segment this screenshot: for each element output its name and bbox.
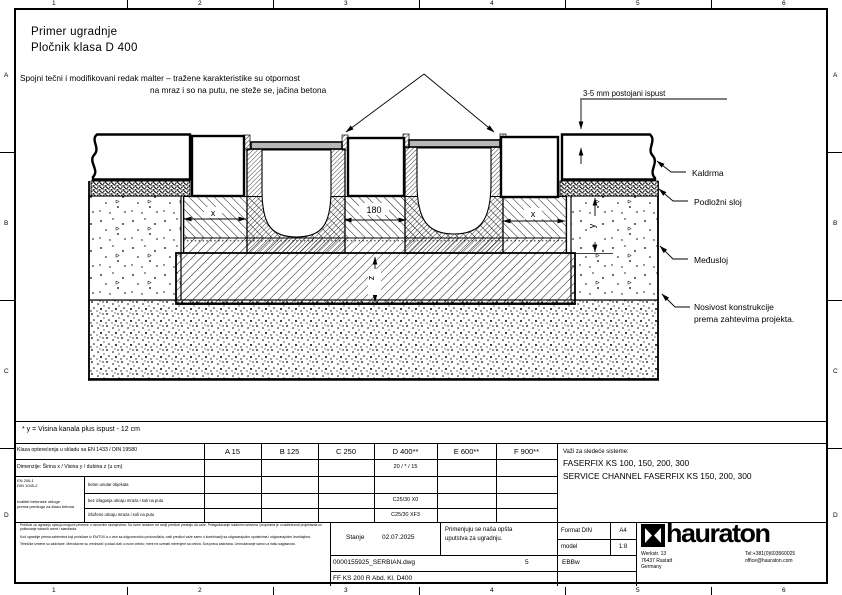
hauraton-logo-icon [641, 524, 665, 547]
bedding-layer [560, 181, 658, 196]
disclaimer-p1: Predlozi za ugradnju opisuju moguće primene u osnovnim slučajevima. Sa ovom izradom svi raniji predlozi prestaju da važe. Prilagođavanje lokalnim uslovima i propisima je u nadležnosti projektanta uz poštovanje važećih normi i standarda. [20, 523, 322, 532]
table-grid-line [496, 443, 497, 522]
frame-row-label: A [4, 72, 9, 79]
class-f900: F 900** [513, 447, 540, 456]
row-frost-label: izloženo uticaju mraza i soli na putu [88, 512, 155, 517]
channel-left [244, 135, 348, 253]
frame-tick [419, 587, 420, 595]
frame-row-label: A [833, 72, 838, 79]
dim-label-x-left: x [210, 208, 216, 218]
systems-line2: SERVICE CHANNEL FASERFIX KS 150, 200, 300 [563, 471, 752, 481]
address-line3: Germany [641, 564, 662, 571]
class-a15: A 15 [224, 447, 240, 456]
class-e600: E 600** [453, 447, 480, 456]
footnote: * y = Visina kanala plus ispust - 12 cm [22, 426, 140, 433]
row-no-frost-label: bez izlaganja uticaju mraza i soli na putu [88, 498, 164, 503]
grating [251, 142, 342, 149]
frame-col-label: 6 [782, 0, 786, 7]
frame-row-label: C [4, 368, 9, 375]
frame-col-label: 6 [782, 587, 786, 594]
dim-label-y: y [587, 223, 597, 229]
table-class-header: Klasa opterećenja u skladu sa EN 1433 / DIN 19580 [17, 447, 137, 453]
frame-row-label: B [833, 220, 838, 227]
label-nosivost-line1: Nosivost konstrukcije [694, 302, 774, 312]
label-podlozni-sloj: Podložni sloj [694, 197, 742, 207]
hauraton-wordmark: hauraton [666, 519, 770, 548]
class-c250: C 250 [335, 447, 356, 456]
offset-note: 3-5 mm postojani ispust [583, 89, 666, 98]
label-nosivost-line2: prema zahtevima projekta. [694, 314, 795, 324]
frame-col-label: 3 [344, 587, 348, 594]
class-d400: D 400** [392, 447, 419, 456]
disclaimer-p2: Kod ugradnje prema zahtevima koji proizilaze iz EN/TÜV-a u vezi sa odgovornošću proizvođača, naši predlozi važe samo u kombinaciji sa odgovarajućim uputstvima i odgovarajućim izveštajima. [20, 534, 311, 539]
email-address: office@hauraton.com [745, 557, 793, 564]
table-grid-line [84, 508, 557, 509]
dim-label-z: z [366, 275, 376, 281]
frame-row-label: B [4, 220, 9, 227]
mortar-leader-right [424, 74, 494, 132]
frame-tick [565, 587, 566, 595]
disclaimer-p3: Tehničke izmene su zadržane. Merodavne su vrednosti i podaci dati u ovom crtežu; mere ne uzimati merenjem sa crteža. Sva prava zadržana. Umnožavanje samo uz našu saglasnost. [20, 541, 296, 546]
layer-callouts [657, 161, 794, 324]
format-label: Format DIN [561, 528, 593, 534]
titleblock-line [330, 571, 637, 572]
value-no-frost-d400: C25/30 X0 [392, 497, 419, 503]
table-grid-line [14, 476, 557, 477]
table-grid-line [557, 443, 558, 586]
sheet-number: 5 [525, 559, 529, 566]
dim-label-180: 180 [366, 205, 382, 215]
titleblock-line [636, 522, 637, 586]
frame-row-label: D [833, 512, 838, 519]
row-inside-label: beton unutar objekata [88, 482, 129, 487]
phone-number: Tel:+381(0)603560025 [745, 551, 796, 557]
dim-value-d400: 20 / * / 15 [393, 464, 418, 470]
label-medjusloj: Međusloj [694, 255, 729, 265]
address-line1: Werkstr. 13 [641, 551, 667, 557]
frame-col-label: 5 [636, 0, 640, 7]
norm-line2: DIN 1045-2 [17, 482, 38, 488]
format-value: A4 [619, 528, 627, 534]
table-grid-line [318, 443, 319, 522]
channel-cavity [417, 148, 491, 234]
frame-tick [711, 587, 712, 595]
section-divider [14, 421, 828, 422]
surface-slab-left [91, 135, 190, 197]
frame-col-label: 1 [52, 587, 56, 594]
quality-note [17, 500, 81, 510]
contact-block [745, 551, 830, 564]
model-value: 1:8 [618, 544, 628, 550]
table-grid-line [374, 443, 375, 522]
model-label: model [561, 544, 578, 550]
grating [409, 140, 500, 147]
frame-row-label: D [4, 512, 9, 519]
table-grid-line [84, 493, 557, 494]
intermediate-layer-right [571, 196, 658, 300]
frame-col-label: 4 [490, 587, 494, 594]
paver-block [348, 138, 404, 196]
quality-line1: kvalitet betonske obloge [17, 499, 60, 504]
drawing-title: FF KS 200 R Abd. Kl. D400 [333, 575, 413, 582]
stanje-label: Stanje [346, 534, 365, 541]
page-title-line1: Primer ugradnje [31, 26, 118, 38]
table-grid-line [261, 443, 262, 522]
paver-block [501, 137, 558, 197]
titleblock-line [330, 522, 331, 586]
channel-cavity [262, 150, 331, 237]
systems-line1: FASERFIX KS 100, 150, 200, 300 [563, 458, 690, 468]
table-grid-line [14, 443, 828, 444]
frame-col-label: 3 [344, 0, 348, 7]
frame-tick [127, 587, 128, 595]
class-b125: B 125 [279, 447, 300, 456]
table-grid-line [437, 443, 438, 522]
paver-block [192, 136, 244, 196]
frame-col-label: 1 [52, 0, 56, 7]
mortar-note-line2: na mraz i so na putu, ne steže se, jačina betona [150, 85, 327, 95]
frame-row-label: C [833, 368, 838, 375]
table-grid-line [204, 443, 205, 522]
subsoil-layer [88, 300, 659, 379]
dim-label-x-right: x [530, 209, 536, 219]
frame-col-label: 4 [490, 0, 494, 7]
page-title-line2: Pločnik klasa D 400 [31, 42, 138, 54]
systems-heading: Važi za sledeće sisteme: [563, 449, 629, 455]
frame-col-label: 5 [636, 587, 640, 594]
norm-ref [17, 479, 79, 489]
install-note-line2: uputstva za ugradnju. [445, 536, 503, 542]
install-note-line1: Primenjuju se naša opšta [445, 527, 513, 533]
value-frost-d400: C25/30 XF3 [391, 512, 420, 518]
table-grid-line [14, 459, 557, 460]
titleblock-line [330, 555, 637, 556]
stanje-date: 02.07.2025 [382, 534, 415, 541]
bedding-layer [91, 181, 190, 196]
channel-right [403, 134, 506, 253]
address-block [641, 551, 731, 571]
mortar-note-line1: Spojni tečni i modifikovani redak malter – tražene karakteristike su otpornost [20, 73, 300, 83]
mortar-leader-left [346, 74, 424, 132]
frame-col-label: 2 [198, 587, 202, 594]
drawing-file-name: 0000155925_SERBIAN.dwg [333, 559, 416, 566]
frame-tick [828, 448, 842, 449]
table-grid-line [84, 476, 85, 522]
norm-line1: EN 206-1 [17, 478, 34, 483]
frame-col-label: 2 [198, 0, 202, 7]
disclaimer-block [20, 523, 326, 549]
titleblock-line [557, 539, 637, 540]
table-dim-header: Dimenzije: Širina x / Visina y / dubina z (u cm) [17, 464, 123, 470]
frame-tick [0, 448, 14, 449]
label-kaldrma: Kaldrma [692, 168, 724, 178]
address-line2: 76437 Rastatt [641, 557, 673, 564]
titleblock-line [440, 522, 441, 555]
author-code: EBBw [562, 559, 580, 566]
intermediate-layer-left [89, 196, 181, 300]
quality-line2: prema predlogu za klasu betona [17, 503, 75, 509]
surface-slab-right [560, 135, 658, 197]
frame-tick [273, 587, 274, 595]
